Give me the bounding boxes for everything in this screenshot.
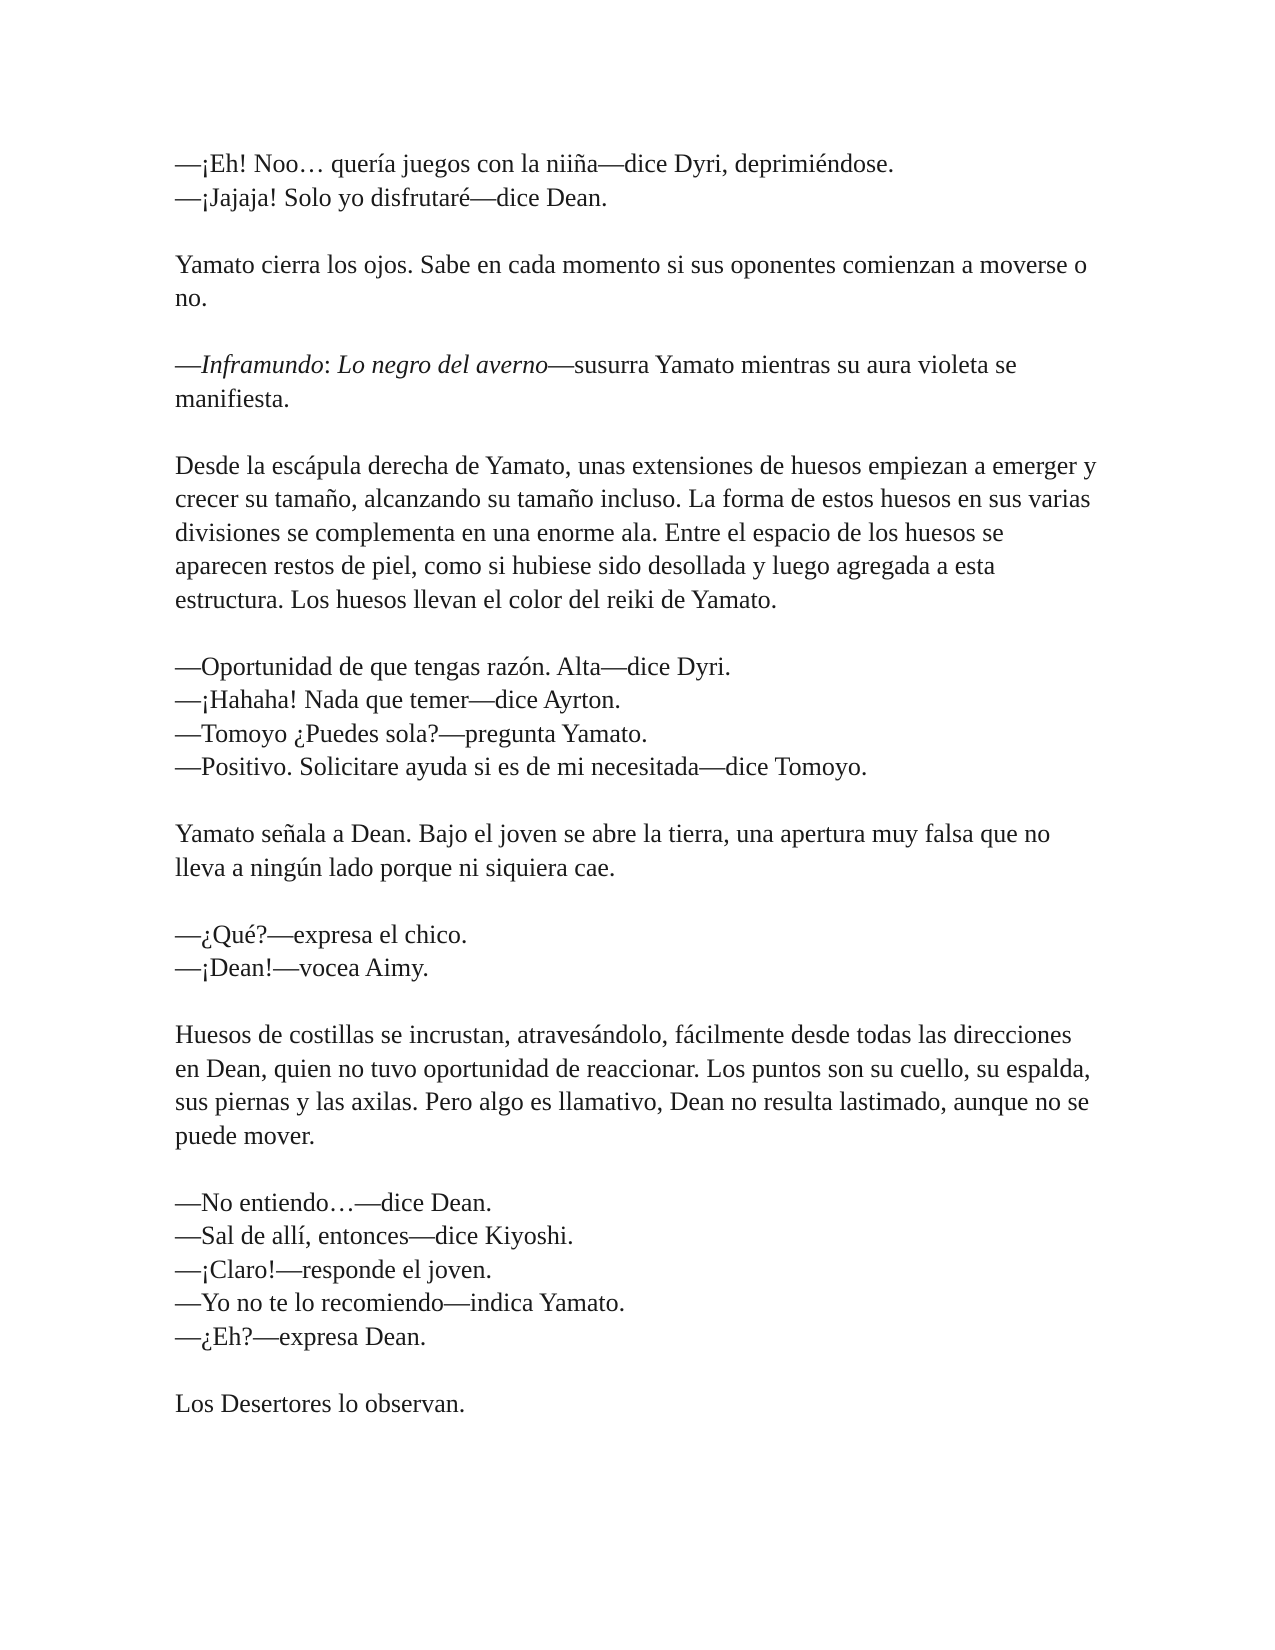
dialogue-line: —Tomoyo ¿Puedes sola?—pregunta Yamato. <box>175 718 648 748</box>
narration-paragraph <box>175 449 1100 617</box>
paragraph-text: Yamato señala a Dean. Bajo el joven se abre la tierra, una apertura muy falsa que no lleva a ningún lado porque ni siquiera cae. <box>175 819 1051 882</box>
technique-title: Lo negro del averno <box>337 350 549 379</box>
dialogue-line: —Sal de allí, entonces—dice Kiyoshi. <box>175 1221 574 1250</box>
dialogue-line: —¡Jajaja! Solo yo disfrutaré—dice Dean. <box>175 182 608 212</box>
dialogue-block <box>175 650 1100 784</box>
incantation-line <box>175 348 1100 415</box>
dialogue-block <box>175 1186 1100 1354</box>
dialogue-line: —No entiendo…—dice Dean. <box>175 1187 492 1217</box>
narration-paragraph <box>175 1387 1100 1421</box>
incantation-paragraph <box>175 348 1100 415</box>
technique-name: Inframundo <box>201 350 324 379</box>
narration-paragraph <box>175 1018 1100 1152</box>
paragraph-text: Los Desertores lo observan. <box>175 1388 466 1418</box>
paragraph-text: Yamato cierra los ojos. Sabe en cada momento si sus oponentes comienzan a moverse o no. <box>175 249 1088 312</box>
dialogue-line: —¡Claro!—responde el joven. <box>175 1254 492 1284</box>
dialogue-line: —¿Eh?—expresa Dean. <box>175 1321 427 1351</box>
em-dash: — <box>175 350 201 379</box>
dialogue-line: —Yo no te lo recomiendo—indica Yamato. <box>175 1288 626 1317</box>
dialogue-line: —¿Qué?—expresa el chico. <box>175 919 468 949</box>
dialogue-line: —Positivo. Solicitare ayuda si es de mi necesitada—dice Tomoyo. <box>175 752 868 781</box>
incantation-rest: —susurra Yamato mientras su aura violeta se manifiesta. <box>175 350 1017 413</box>
document-page <box>175 147 1100 1420</box>
dialogue-line: —¡Dean!—vocea Aimy. <box>175 953 429 982</box>
paragraph-text: Desde la escápula derecha de Yamato, unas extensiones de huesos empiezan a emerger y crecer su tamaño, alcanzando su tamaño incluso. La forma de estos huesos en sus varias divisiones se complementa en una enorme ala. Entre el espacio de los huesos se aparecen restos de piel, como si hubiese sido desollada y luego agregada a esta estructura. Los huesos llevan el color del reiki de Yamato. <box>175 450 1097 614</box>
dialogue-line: —Oportunidad de que tengas razón. Alta—dice Dyri. <box>175 651 731 681</box>
dialogue-line: —¡Hahaha! Nada que temer—dice Ayrton. <box>175 685 621 714</box>
narration-paragraph <box>175 817 1100 884</box>
dialogue-line: —¡Eh! Noo… quería juegos con la niiña—dice Dyri, deprimiéndose. <box>175 149 895 178</box>
dialogue-block-dyri-dean <box>175 147 1100 214</box>
paragraph-text: Huesos de costillas se incrustan, atravesándolo, fácilmente desde todas las direcciones en Dean, quien no tuvo oportunidad de reaccionar. Los puntos son su cuello, su espalda, sus piernas y las axilas. Pero algo es llamativo, Dean no resulta lastimado, aunque no se puede mover. <box>175 1020 1091 1150</box>
colon: : <box>323 350 338 379</box>
dialogue-block <box>175 918 1100 985</box>
narration-paragraph <box>175 248 1100 315</box>
